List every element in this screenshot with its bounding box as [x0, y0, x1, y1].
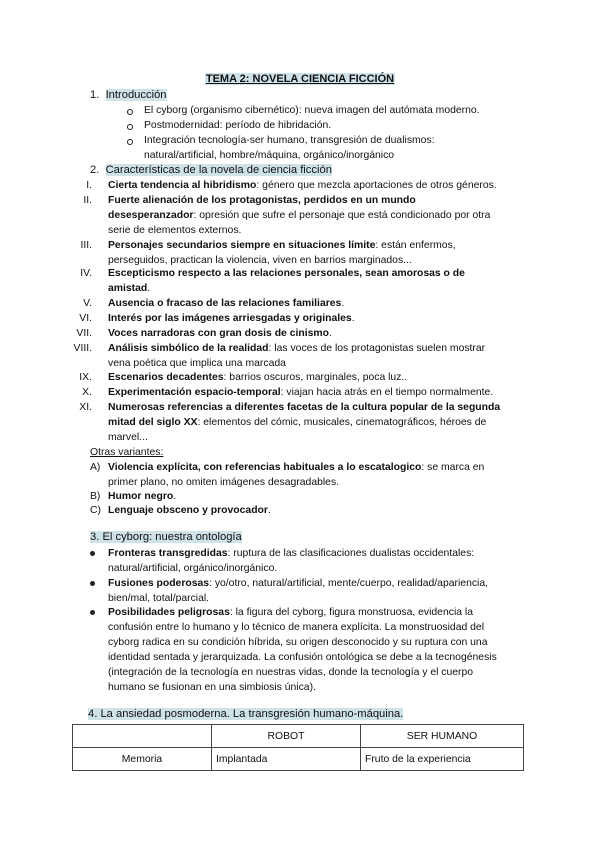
list-item-continued: bien/mal, total/parcial. [108, 593, 210, 604]
list-item-continued: humano se fusionan en una simbiosis única). [108, 682, 316, 693]
table-row [73, 748, 524, 771]
list-item: Personajes secundarios siempre en situaciones límite: están enfermos, [108, 240, 456, 251]
list-item: Lenguaje obsceno y provocador. [108, 505, 271, 516]
roman-numeral: VIII. [73, 343, 92, 354]
list-item: Postmodernidad: período de hibridación. [144, 120, 332, 131]
page-title: TEMA 2: NOVELA CIENCIA FICCIÓN [205, 73, 395, 85]
list-item-continued: marvel... [108, 432, 148, 443]
roman-numeral: II. [83, 195, 92, 206]
roman-numeral: I. [86, 180, 92, 191]
variant-letter: A) [90, 462, 101, 473]
list-item: Posibilidades peligrosas: la figura del cyborg, figura monstruosa, evidencia la [108, 607, 473, 618]
list-item-continued: identidad sentada y jerarquizada. La confusión ontológica se debe a la tecnogénesis [108, 652, 497, 663]
roman-numeral: VI. [79, 313, 92, 324]
bullet-dot-icon [90, 581, 95, 586]
bullet-dot-icon [90, 551, 95, 556]
list-item-continued: confusión entre lo humano y lo técnico de manera explícita. La monstruosidad del [108, 622, 485, 633]
roman-numeral: IX. [79, 372, 92, 383]
section-1-heading: 1. Introducción [90, 89, 167, 101]
list-item: Integración tecnología-ser humano, transgresión de dualismos: [144, 135, 435, 146]
table-cell: Implantada [212, 748, 361, 771]
circle-bullet-icon [127, 139, 133, 145]
list-item: Análisis simbólico de la realidad: las voces de los protagonistas suelen mostrar [108, 343, 486, 354]
roman-numeral: X. [82, 387, 92, 398]
list-item: Cierta tendencia al hibridismo: género que mezcla aportaciones de otros géneros. [108, 180, 497, 191]
list-item-continued: natural/artificial, orgánico/inorgánico. [108, 563, 278, 574]
list-item-continued: natural/artificial, hombre/máquina, orgánico/inorgánico [144, 150, 395, 161]
table-header-cell: ROBOT [212, 725, 361, 748]
comparison-table [72, 724, 524, 771]
list-item: Fronteras transgredidas: ruptura de las clasificaciones dualistas occidentales: [108, 548, 475, 559]
table-header-row [73, 725, 524, 748]
list-item: Fuerte alienación de los protagonistas, perdidos en un mundo [108, 195, 416, 206]
section-3-heading: 3. El cyborg: nuestra ontología [90, 531, 242, 543]
roman-numeral: III. [80, 240, 92, 251]
bullet-dot-icon [90, 610, 95, 615]
table-header-cell [73, 725, 212, 748]
roman-numeral: XI. [79, 402, 92, 413]
list-item: Interés por las imágenes arriesgadas y originales. [108, 313, 355, 324]
list-item: Humor negro. [108, 491, 177, 502]
circle-bullet-icon [127, 124, 133, 130]
list-item: El cyborg (organismo cibernético): nueva imagen del autómata moderno. [144, 105, 480, 116]
table-cell: Fruto de la experiencia [361, 748, 524, 771]
variant-letter: B) [90, 491, 101, 502]
list-item-continued: desesperanzador: opresión que sufre el personaje que está condicionado por otra [108, 210, 491, 221]
list-item: Violencia explícita, con referencias habituales a lo escatalogico: se marca en [108, 462, 485, 473]
list-item: Experimentación espacio-temporal: viajan hacia atrás en el tiempo normalmente. [108, 387, 494, 398]
list-item-continued: cyborg radica en su condición híbrida, su origen desconocido y su ruptura con una [108, 637, 488, 648]
list-item-continued: (integración de la tecnología en nuestras vidas, donde la tecnología y el cuerpo [108, 667, 474, 678]
list-item-continued: serie de elementos externos. [108, 225, 242, 236]
table-header-cell: SER HUMANO [361, 725, 524, 748]
list-item: Ausencia o fracaso de las relaciones familiares. [108, 298, 345, 309]
list-item-continued: primer plano, no omiten imágenes desagradables. [108, 477, 340, 488]
variant-letter: C) [90, 505, 101, 516]
list-item: Voces narradoras con gran dosis de cinismo. [108, 328, 332, 339]
section-4-heading: 4. La ansiedad posmoderna. La transgresión humano-máquina. [88, 708, 404, 720]
list-item: Escepticismo respecto a las relaciones personales, sean amorosas o de [108, 268, 465, 279]
roman-numeral: V. [83, 298, 92, 309]
variants-label: Otras variantes: [90, 447, 164, 458]
circle-bullet-icon [127, 109, 133, 115]
list-item: Escenarios decadentes: barrios oscuros, marginales, poca luz.. [108, 372, 408, 383]
roman-numeral: VII. [76, 328, 92, 339]
section-2-heading: 2. Características de la novela de ciencia ficción [90, 164, 332, 176]
table-cell: Memoria [73, 748, 212, 771]
list-item-continued: vena poética que implica una marcada [108, 358, 286, 369]
list-item-continued: mitad del siglo XX: elementos del cómic, musicales, cinematográficos, héroes de [108, 417, 487, 428]
list-item: Numerosas referencias a diferentes facetas de la cultura popular de la segunda [108, 402, 501, 413]
roman-numeral: IV. [80, 268, 92, 279]
list-item-continued: perseguidos, practican la violencia, viven en barrios marginados... [108, 255, 412, 266]
list-item: Fusiones poderosas: yo/otro, natural/artificial, mente/cuerpo, realidad/apariencia, [108, 578, 489, 589]
list-item-continued: amistad. [108, 283, 151, 294]
